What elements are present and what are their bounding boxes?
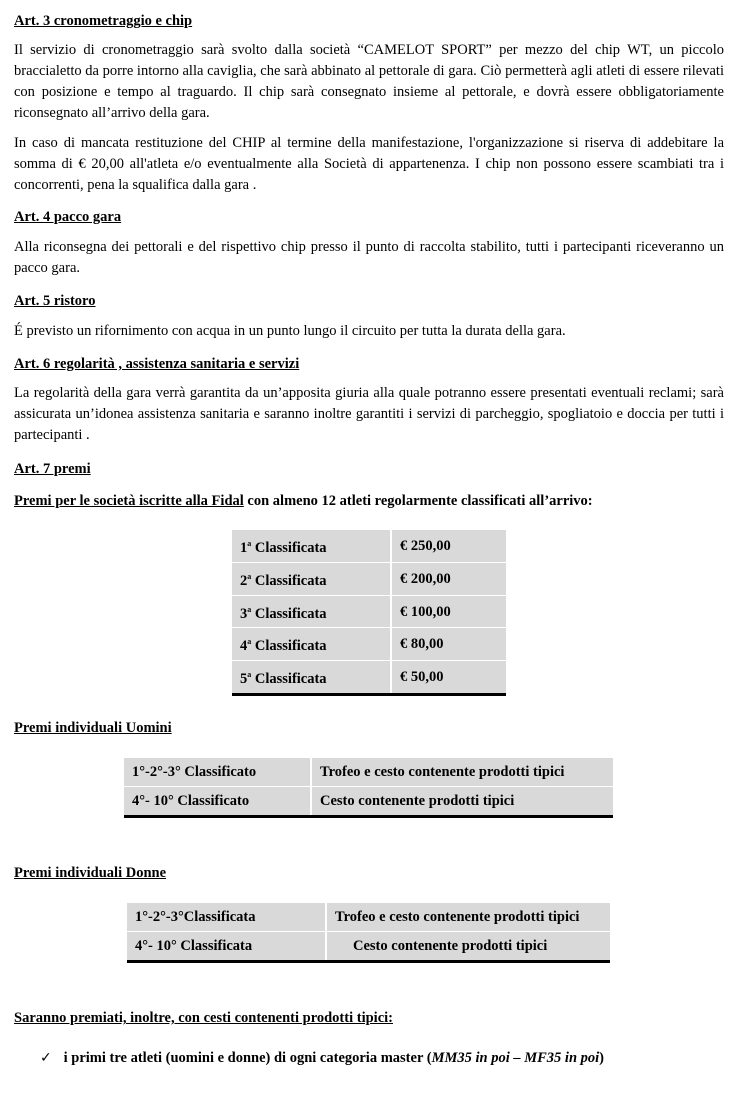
men-prizes-heading: Premi individuali Uomini [14,720,172,736]
art5-heading: Art. 5 ristoro [14,293,96,309]
place-number: 2 [240,572,248,589]
art3-heading: Art. 3 cronometraggio e chip [14,13,193,29]
men-prize-description: Cesto contenente prodotti tipici [311,787,613,817]
society-prize-row [232,562,506,595]
place-ordinal: a [247,571,252,581]
society-prizes-table [232,528,506,696]
society-prize-row [232,628,506,661]
checkmark-icon: ✓ [40,1050,52,1066]
extra-prize-note: MM35 in poi – MF35 in poi [431,1050,600,1066]
society-prize-amount: € 250,00 [391,529,506,562]
art6-heading: Art. 6 regolarità , assistenza sanitaria e servizi [14,356,300,372]
men-prizes-table [124,756,613,818]
women-prize-row [127,932,610,962]
extra-prizes-heading: Saranno premiati, inoltre, con cesti contenenti prodotti tipici: [14,1010,393,1026]
place-label: Classificata [251,638,327,655]
women-prize-description: Trofeo e cesto contenente prodotti tipici [326,902,610,932]
place-number: 3 [240,605,248,622]
women-prizes-heading: Premi individuali Donne [14,865,167,881]
society-prize-amount: € 80,00 [391,628,506,661]
place-label: Classificata [251,671,327,688]
society-prize-amount: € 200,00 [391,562,506,595]
women-prize-description: Cesto contenente prodotti tipici [326,932,610,962]
society-prize-amount: € 100,00 [391,595,506,628]
extra-prize-close: ) [599,1050,605,1066]
society-prize-place [232,562,391,595]
art3-paragraph-1: Il servizio di cronometraggio sarà svolto dalla società “CAMELOT SPORT” per mezzo del chip WT, un piccolo braccialetto da porre intorno alla caviglia, che sarà abbinato al pettorale di gara. Ciò permetterà agli atleti di essere rilevati con posizione e tempo al traguardo. Il chip sarà consegnato insieme al pettorale, e dovrà essere obbligatoriamente riconsegnato all’arrivo della gara. [14,42,724,121]
society-prize-place [232,661,391,695]
society-prize-place [232,529,391,562]
place-label: Classificata [251,572,327,589]
society-prize-row [232,595,506,628]
society-prizes-heading-rest: con almeno 12 atleti regolarmente classificati all’arrivo: [243,493,593,509]
society-prize-amount: € 50,00 [391,661,506,695]
society-prizes-heading-underlined: Premi per le società iscritte alla Fidal [14,493,244,509]
place-ordinal: a [247,604,252,614]
extra-prize-item [40,1048,604,1068]
society-prizes-heading [14,492,593,510]
society-prize-row [232,661,506,695]
place-ordinal: a [247,670,252,680]
art5-paragraph: É previsto un rifornimento con acqua in un punto lungo il circuito per tutta la durata della gara. [14,323,566,339]
place-ordinal: a [247,637,252,647]
men-prize-place: 1°-2°-3° Classificato [124,757,311,787]
men-prize-row [124,757,613,787]
men-prize-description: Trofeo e cesto contenente prodotti tipici [311,757,613,787]
place-label: Classificata [251,605,327,622]
place-number: 5 [240,671,248,688]
extra-prize-text: i primi tre atleti (uomini e donne) di ogni categoria master ( [63,1050,432,1066]
place-number: 4 [240,638,248,655]
men-prize-place: 4°- 10° Classificato [124,787,311,817]
art4-paragraph: Alla riconsegna dei pettorali e del rispettivo chip presso il punto di raccolta stabilito, tutti i partecipanti riceveranno un pacco gara. [14,239,724,276]
art3-paragraph-2: In caso di mancata restituzione del CHIP al termine della manifestazione, l'organizzazione si riserva di addebitare la somma di € 20,00 all'atleta e/o eventualmente alla Società di appartenenza. I chip non possono essere scambiati tra i concorrenti, pena la squalifica dalla gara . [14,135,724,193]
place-ordinal: a [247,539,252,548]
art6-paragraph: La regolarità della gara verrà garantita da un’apposita giuria alla quale potranno essere presentati eventuali reclami; sarà assicurata un’idonea assistenza sanitaria e saranno inoltre garantiti i servizi di parcheggio, spogliatoio e doccia per tutti i partecipanti . [14,385,724,443]
society-prize-row [232,529,506,562]
place-label: Classificata [251,539,327,556]
society-prize-place [232,628,391,661]
men-prize-row [124,787,613,817]
women-prize-row [127,902,610,932]
society-prize-place [232,595,391,628]
women-prize-place: 1°-2°-3°Classificata [127,902,326,932]
art4-heading: Art. 4 pacco gara [14,209,122,225]
women-prizes-table [127,901,610,963]
place-number: 1 [240,539,248,556]
art7-heading: Art. 7 premi [14,461,91,477]
women-prize-place: 4°- 10° Classificata [127,932,326,962]
